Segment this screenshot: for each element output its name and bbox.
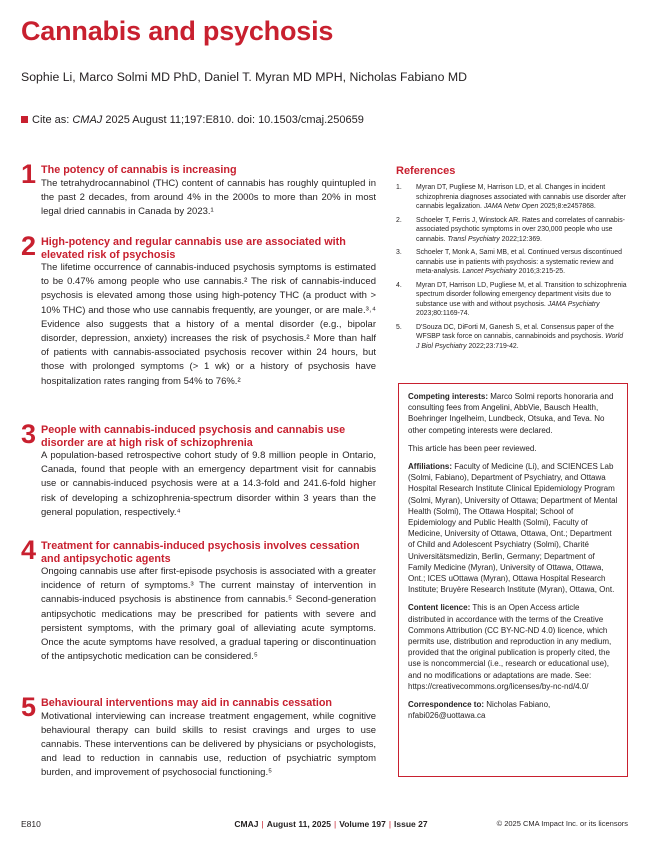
reference-journal: World J Biol Psychiatry (416, 333, 624, 350)
reference-text: Myran DT, Harrison LD, Pugliese M, et al. Transition to schizophrenia spectrum disorder following emergency department visits due to substance use with and without psychosis. (416, 281, 627, 308)
cite-prefix: Cite as: (32, 114, 73, 126)
reference-text: Myran DT, Pugliese M, Harrison LD, et al. Changes in incident schizophrenia diagnoses associated with cannabis use disorder after cannabis legalization. (416, 184, 626, 210)
point-heading: People with cannabis-induced psychosis and cannabis use disorder are at high risk of schizophrenia (41, 424, 346, 449)
affiliations (408, 461, 618, 595)
footer-issue: Issue 27 (394, 819, 428, 829)
content-licence-label: Content licence: (408, 603, 471, 613)
peer-review-note: This article has been peer reviewed. (408, 443, 537, 453)
point-body: Ongoing cannabis use after first-episode psychosis is associated with a greater incidence of return of symptoms.³ The current mainstay of intervention in cannabis-induced psychosis is abstinence from cannabis.⁵ Second-generation antipsychotic medications may be prescribed for patients with severe and persistent symptoms, with the primary goal of alleviating acute symptoms. Once the acute symptoms have resolved, a gradual tapering or discontinuation of the antipsychotic medication can be considered.⁵ (41, 566, 376, 663)
reference-list (396, 183, 628, 351)
cite-details: 2025 August 11;197:E810. doi: 10.1503/cmaj.250659 (102, 114, 364, 126)
reference-journal: JAMA Netw Open (483, 203, 539, 210)
footer-separator: | (333, 819, 337, 829)
point-heading: Behavioural interventions may aid in cannabis cessation (41, 697, 333, 709)
point-body: The lifetime occurrence of cannabis-induced psychosis symptoms is estimated to be 0.47% among people who use cannabis.² The risk of cannabis-induced psychosis is elevated among those using high-potency THC (a product with > 10% THC) and those who use cannabis frequently, are younger, or are male.³˒⁴ Evidence also suggests that a history of a mental disorder (e.g., bipolar disorder, depression, anxiety) increases the risk of psychosis.² More than half of patients with cannabis-associated psychosis recover within 24 hours, but those with prolonged symptoms (> 1 wk) or a history of psychosis have hospitalization rates ranging from 54% to 76%.² (41, 262, 376, 387)
point-body: Motivational interviewing can increase treatment engagement, while cognitive behavioural therapy can build skills to resist cravings and urges to use cannabis. These interventions can be delivered by physicians or psychologists, and lead to reduction in cannabis use, reduction of psychiatric symptom burden, and improvement of psychosocial functioning.⁵ (41, 710, 376, 779)
competing-interests-text: Marco Solmi reports honoraria and consulting fees from Angelini, AbbVie, Bausch Health, Boehringer Ingelheim, Lundbeck, Otsuka, and Teva. No other competing interests were declared. (408, 392, 614, 435)
reference-journal: Lancet Psychiatry (462, 268, 517, 275)
footer-journal: CMAJ (234, 819, 259, 829)
reference-journal: Transl Psychiatry (447, 235, 500, 243)
footer-date: August 11, 2025 (266, 819, 331, 829)
references-heading: References (396, 165, 456, 177)
bullet-square-icon (21, 116, 28, 123)
point-heading: Treatment for cannabis-induced psychosis involves cessation and antipsychotic agents (41, 540, 360, 565)
reference-number: 3. (396, 249, 402, 256)
cite-journal: CMAJ (72, 114, 103, 126)
citation-line (21, 114, 364, 126)
reference-number: 2. (396, 216, 402, 224)
author-list: Sophie Li, Marco Solmi MD PhD, Daniel T. Myran MD MPH, Nicholas Fabiano MD (21, 70, 468, 84)
article-title: Cannabis and psychosis (21, 16, 334, 46)
point-number: 2 (21, 231, 37, 261)
correspondence (408, 699, 618, 721)
reference-tail: 2023;80:1169-74. (416, 310, 470, 317)
reference-tail: 2025;8:e2457868. (538, 203, 596, 210)
key-point-4 (21, 535, 376, 664)
footer-separator: | (261, 819, 264, 829)
reference-number: 4. (396, 281, 402, 289)
reference-journal: JAMA Psychiatry (547, 300, 600, 308)
key-point-3 (21, 419, 376, 520)
reference-text: D'Souza DC, DiForti M, Ganesh S, et al. Consensus paper of the WFSBP task force on cannabis, cannabinoids and psychosis. (416, 323, 614, 340)
reference-number: 1. (396, 184, 402, 191)
point-heading: High-potency and regular cannabis use are associated with elevated risk of psychosis (41, 236, 346, 261)
reference-text: Schoeler T, Monk A, Sami MB, et al. Continued versus discontinued cannabis use in patients with psychosis: a systematic review and meta-analysis. (416, 249, 622, 275)
content-licence (408, 602, 618, 692)
article-info-box (398, 383, 628, 777)
point-heading: The potency of cannabis is increasing (41, 164, 237, 176)
key-point-1 (21, 159, 376, 219)
point-body: The tetrahydrocannabinol (THC) content of cannabis has roughly quintupled in the past 2 decades, from around 4% in the 2000s to more than 20% in most legal dried cannabis in Canada by 2023.¹ (41, 177, 376, 217)
reference-item (396, 216, 628, 245)
references-section (396, 165, 628, 355)
affiliations-text: Faculty of Medicine (Li), and SCIENCES Lab (Solmi, Fabiano), Department of Psychiatry, and Ottawa Hospital Research Institute Clinical Epidemiology Program (Solmi, Myran), University of Ottawa; Department of Mental Health (Solmi), The Ottawa Hospital; School of Epidemiology and Public Health (Solmi), Faculty of Medicine, University of Ottawa, Ottawa, Ont.; Department of Child and Adolescent Psychiatry (Solmi), Charité Universitätsmedizin, Berlin, Germany; Department of Family Medicine (Myran), University of Ottawa, Ottawa, Ont.; ICES uOttawa (Myran), Ottawa Hospital Research Institute; Bruyère Research Institute (Myran), Ottawa, Ont. (408, 462, 618, 595)
reference-tail: 2022;12:369. (499, 235, 542, 243)
reference-item (396, 248, 628, 277)
key-point-2 (21, 231, 376, 389)
reference-number: 5. (396, 323, 402, 331)
point-number: 4 (21, 535, 37, 565)
competing-interests (408, 391, 618, 436)
page-number: E810 (21, 819, 41, 829)
footer-copyright: © 2025 CMA Impact Inc. or its licensors (496, 819, 628, 828)
correspondence-text: Nicholas Fabiano, nfabi026@uottawa.ca (408, 700, 551, 721)
reference-tail: 2022;23:719-42. (466, 342, 519, 350)
footer-separator: | (388, 819, 392, 829)
reference-item (396, 183, 628, 212)
reference-text: Schoeler T, Ferris J, Winstock AR. Rates and correlates of cannabis-associated psychotic symptoms in over 230,000 people who use cannabis. (416, 216, 625, 243)
point-number: 5 (21, 692, 37, 722)
reference-item (396, 323, 628, 352)
reference-tail: 2016;3:215-25. (516, 268, 566, 275)
footer-journal-info (221, 819, 441, 829)
key-point-5 (21, 692, 376, 781)
point-number: 3 (21, 419, 37, 449)
correspondence-label: Correspondence to: (408, 700, 485, 710)
reference-item (396, 281, 628, 319)
footer-volume: Volume 197 (339, 819, 386, 829)
competing-interests-label: Competing interests: (408, 392, 489, 401)
content-licence-text: This is an Open Access article distributed in accordance with the terms of the Creative Commons Attribution (CC BY-NC-ND 4.0) licence, which permits use, distribution and reproduction in any medium, provided that the original publication is properly cited, the use is noncommercial (i.e., research or educational use), and no modifications or adaptations are made. See: https://creativecommons.org/licenses/by-nc-nd/4.0/ (408, 603, 612, 691)
point-number: 1 (21, 159, 37, 189)
point-body: A population-based retrospective cohort study of 9.8 million people in Ontario, Canada, found that people with an emergency department visit for cannabis use or cannabis-induced psychosis were at a 14.3-fold and 241.6-fold higher risk of developing a schizophrenia-spectrum disorder within 3 years than the general population, respectively.⁴ (41, 450, 376, 518)
affiliations-label: Affiliations: (408, 462, 452, 472)
